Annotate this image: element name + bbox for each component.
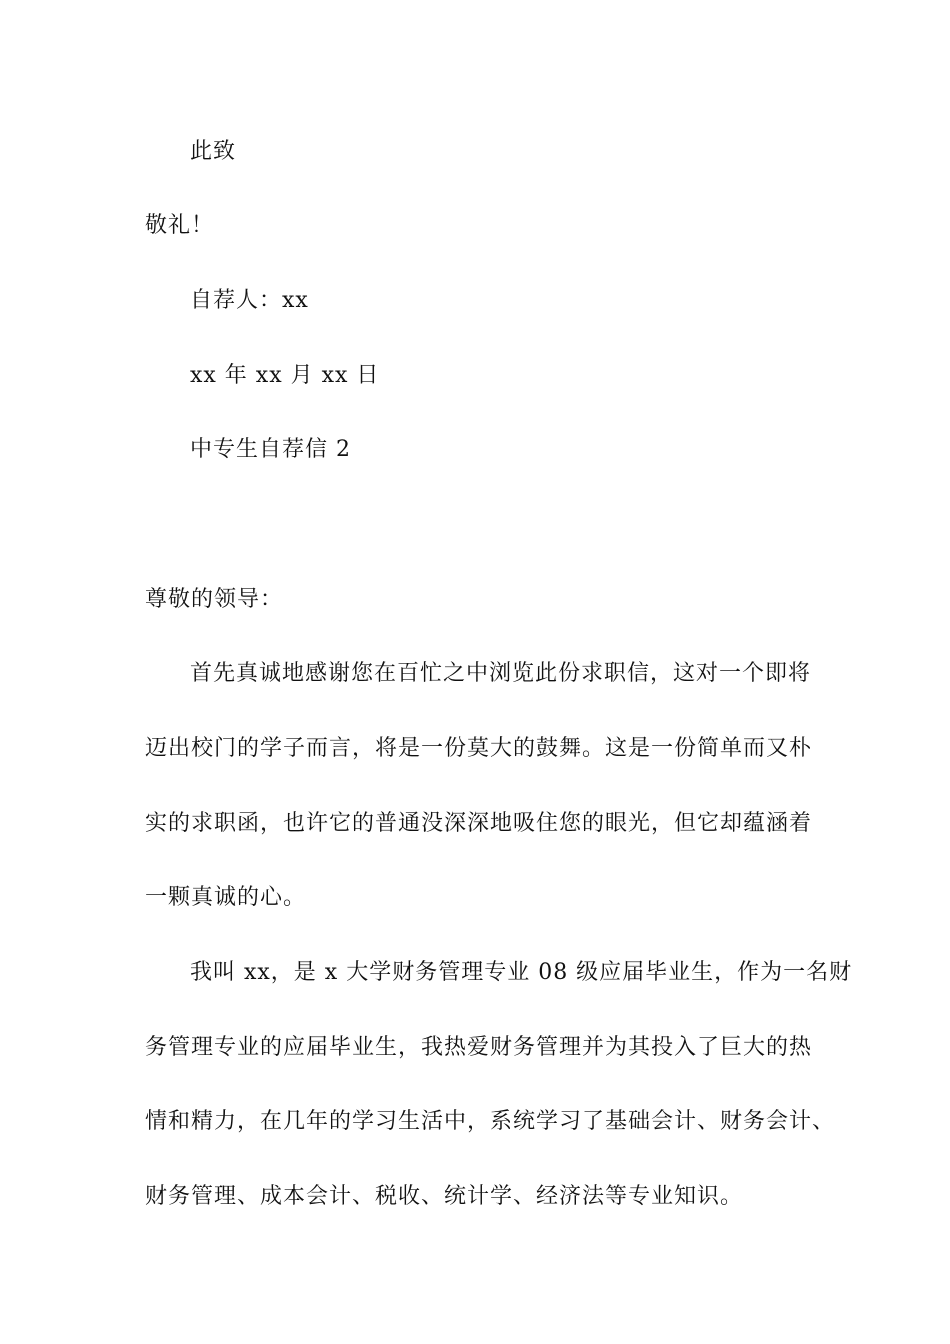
date-line: xx 年 xx 月 xx 日 xyxy=(190,363,380,388)
paragraph-1-line-3: 实的求职函，也许它的普通没深深地吸住您的眼光，但它却蕴涵着 xyxy=(145,811,813,836)
paragraph-2-line-3: 情和精力，在几年的学习生活中，系统学习了基础会计、财务会计、 xyxy=(145,1109,836,1134)
closing-line-2: 敬礼！ xyxy=(145,213,215,238)
paragraph-1-line-2: 迈出校门的学子而言，将是一份莫大的鼓舞。这是一份简单而又朴 xyxy=(145,736,813,761)
paragraph-2-line-2: 务管理专业的应届毕业生，我热爱财务管理并为其投入了巨大的热 xyxy=(145,1035,813,1060)
signer-line: 自荐人：xx xyxy=(190,288,309,313)
salutation: 尊敬的领导： xyxy=(145,587,284,612)
paragraph-1-line-4: 一颗真诚的心。 xyxy=(145,885,307,910)
closing-line-1: 此致 xyxy=(190,139,237,164)
letter-title: 中专生自荐信 2 xyxy=(190,437,351,462)
paragraph-2-line-4: 财务管理、成本会计、税收、统计学、经济法等专业知识。 xyxy=(145,1184,744,1209)
paragraph-1-line-1: 首先真诚地感谢您在百忙之中浏览此份求职信，这对一个即将 xyxy=(190,661,812,686)
paragraph-2-line-1: 我叫 xx，是 x 大学财务管理专业 08 级应届毕业生，作为一名财 xyxy=(190,960,853,985)
